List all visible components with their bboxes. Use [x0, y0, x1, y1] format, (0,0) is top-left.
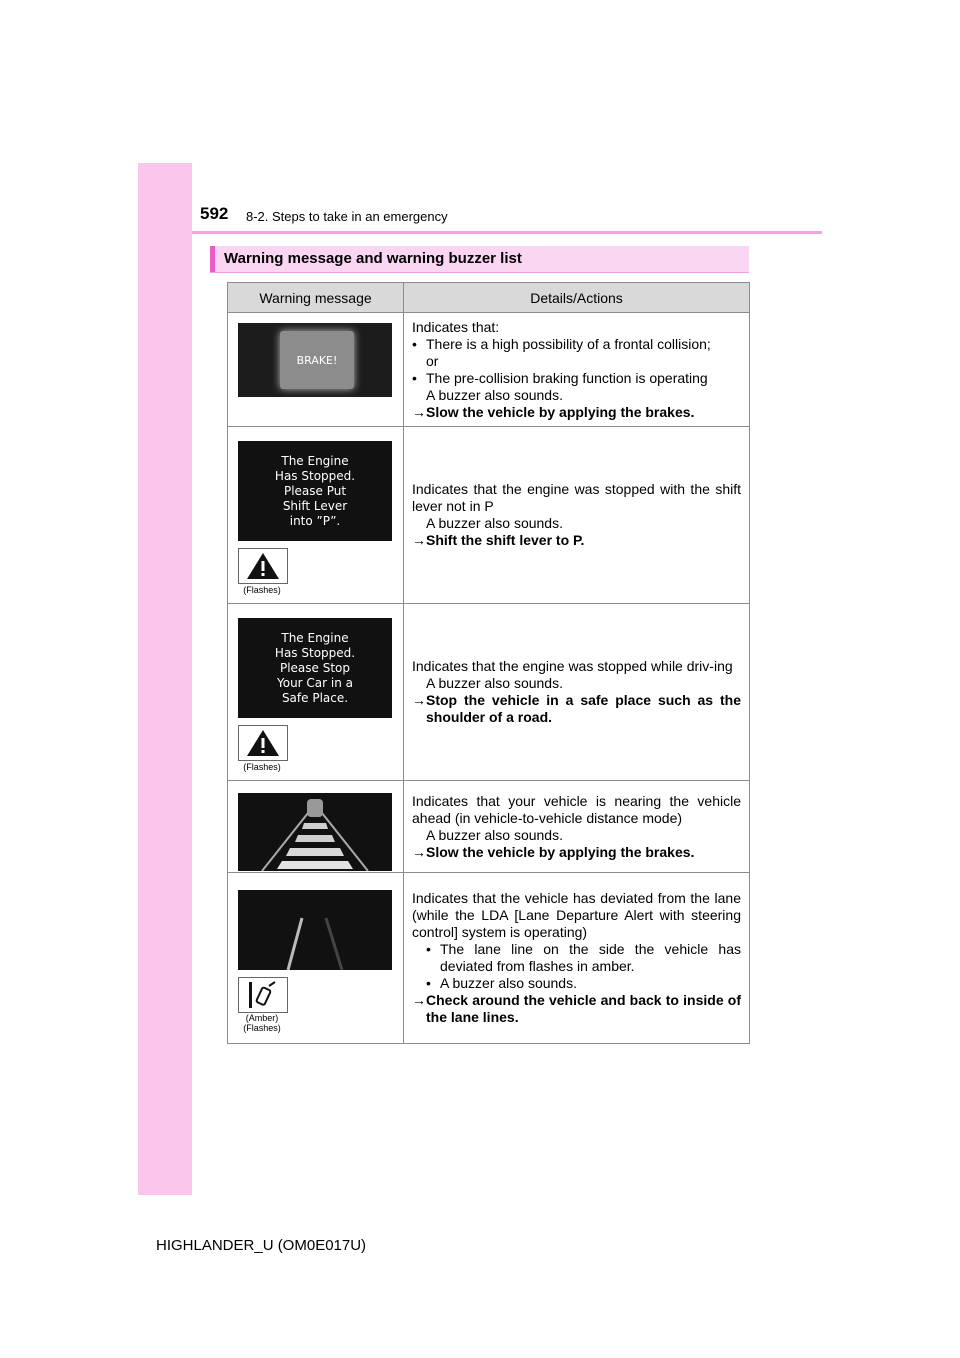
screen-text: The Engine [281, 454, 349, 468]
lane-departure-icon [238, 977, 288, 1013]
screen-text-brake: BRAKE! [296, 354, 338, 367]
screen-text: Shift Lever [282, 499, 348, 513]
footer-model-code: HIGHLANDER_U (OM0E017U) [156, 1237, 367, 1254]
details-text: Indicates that the engine was stopped with the shift lever not in P [412, 481, 741, 514]
screen-text: Please Put [283, 484, 347, 498]
distance-display-screen [238, 793, 392, 871]
buzzer-text: A buzzer also sounds. [426, 386, 563, 403]
details-cell [404, 313, 750, 427]
details-text: Indicates that your vehicle is nearing the vehicle ahead (in vehicle-to-vehicle distance mode) [412, 792, 741, 826]
table-row [228, 427, 750, 604]
details-cell [404, 427, 750, 604]
column-header-warning-message: Warning message [228, 283, 404, 313]
side-tab [138, 163, 192, 1195]
details-text: Indicates that the engine was stopped while driv-ing [412, 658, 733, 674]
buzzer-text: A buzzer also sounds. [426, 515, 563, 531]
details-cell [404, 604, 750, 781]
table-row [228, 604, 750, 781]
warning-image-cell [228, 781, 404, 873]
warning-image-cell [228, 313, 404, 427]
screen-text: Your Car in a [276, 676, 354, 690]
bullet-item: • The pre-collision braking function is operating [412, 369, 708, 386]
action-text: → Slow the vehicle by applying the brakes. [412, 843, 695, 860]
display-screen [238, 323, 392, 397]
details-text: Indicates that the vehicle has deviated from the lane (while the LDA [Lane Departure Alert with steering control] system is operating) [412, 890, 741, 940]
action-text: → Shift the shift lever to P. [412, 532, 585, 548]
details-text: Indicates that: [412, 318, 500, 335]
icon-caption-flashes: (Flashes) [243, 1023, 281, 1033]
warning-image-cell [228, 604, 404, 781]
action-text: → Stop the vehicle in a safe place such as the shoulder of a road. [412, 692, 741, 725]
table-row [228, 781, 750, 873]
action-text: → Check around the vehicle and back to inside of the lane lines. [412, 992, 741, 1025]
bullet-item: • A buzzer also sounds. [426, 975, 577, 991]
icon-caption-amber: (Amber) [245, 1013, 279, 1023]
bullet-item: • There is a high possibility of a frontal collision; [412, 335, 711, 352]
table-row [228, 313, 750, 427]
icon-caption: (Flashes) [243, 585, 281, 595]
bullet-item: • The lane line on the side the vehicle has deviated from flashes in amber. [426, 941, 741, 974]
brake-popup [280, 331, 354, 389]
table-row [228, 873, 750, 1044]
or-text: or [426, 352, 439, 369]
screen-text: Has Stopped. [274, 646, 356, 660]
lane-departure-graphic [238, 890, 392, 970]
screen-text: Please Stop [279, 661, 351, 675]
screen-text: Has Stopped. [274, 469, 356, 483]
warning-image-cell [228, 873, 404, 1044]
table-header-row [228, 283, 750, 313]
vehicle-distance-graphic [238, 793, 392, 871]
warning-table [227, 282, 750, 1044]
warning-triangle-icon [238, 548, 288, 584]
page-number: 592 [200, 204, 229, 223]
warning-triangle-icon [238, 725, 288, 761]
section-title: 8-2. Steps to take in an emergency [246, 209, 448, 224]
header-rule [192, 231, 822, 234]
heading-text: Warning message and warning buzzer list [224, 250, 522, 267]
screen-text: The Engine [281, 631, 349, 645]
buzzer-text: A buzzer also sounds. [426, 675, 563, 691]
display-screen [238, 441, 392, 541]
details-cell [404, 873, 750, 1044]
lane-display-screen [238, 890, 392, 970]
details-cell [404, 781, 750, 873]
heading-accent-bar [210, 246, 215, 272]
screen-text: into ”P”. [289, 514, 341, 528]
action-text: → Slow the vehicle by applying the brakes. [412, 403, 695, 420]
icon-caption: (Flashes) [243, 762, 281, 772]
screen-text: Safe Place. [281, 691, 349, 705]
column-header-details: Details/Actions [404, 283, 750, 313]
warning-image-cell [228, 427, 404, 604]
display-screen [238, 618, 392, 718]
buzzer-text: A buzzer also sounds. [426, 826, 563, 843]
section-heading [210, 246, 749, 273]
